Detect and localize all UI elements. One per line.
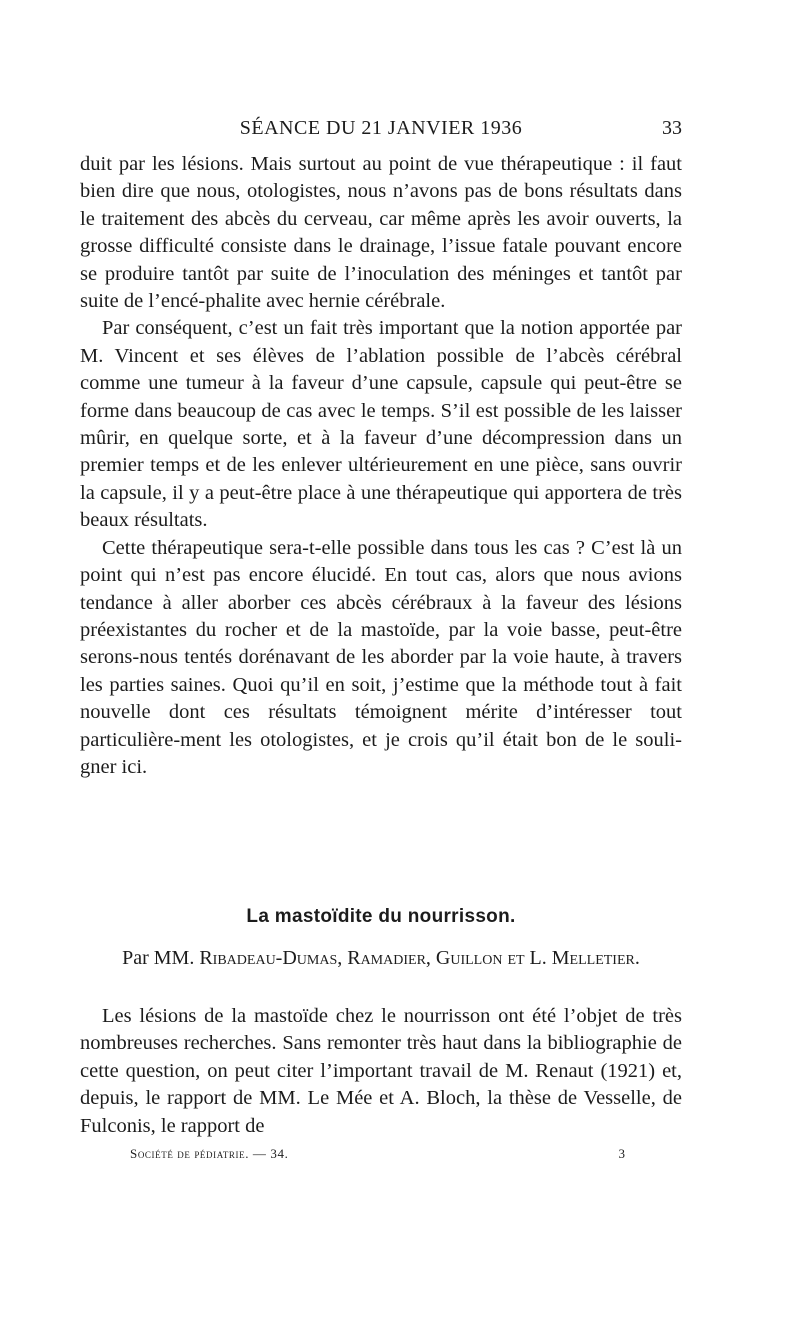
running-header — [80, 116, 682, 140]
page-footer — [130, 1144, 625, 1164]
gathering-mark: 3 — [618, 1146, 625, 1161]
byline-prefix: Par MM. — [122, 947, 195, 969]
paragraph: Cette thérapeutique sera-t-elle possible dans tous les cas ? C’est là un point qui n’est pas encore élucidé. En tout cas, alors que nous avions tendance à aller aborber ces abcès cérébraux à la faveur des lésions préexistantes du rocher et de la mastoïde, par la voie basse, peut-être serons-nous tentés dorénavant de les aborder par la voie haute, à travers les parties saines. Quoi qu’il en soit, j’estime que la méthode tout à fait nouvelle dont ces résultats témoignent mérite d’intéresser tout particulière-ment les otologistes, et je crois qu’il était bon de le souli-gner ici. — [80, 536, 682, 778]
article-body — [80, 1003, 682, 1140]
running-title: SÉANCE DU 21 JANVIER 1936 — [239, 117, 523, 139]
page-number: 33 — [662, 117, 682, 139]
article-title: La mastoïdite du nourrisson. — [246, 906, 516, 927]
byline — [80, 945, 682, 971]
journal-signature: Société de pédiatrie. — 34. — [130, 1146, 289, 1161]
continuation-text — [80, 151, 682, 781]
paragraph: Les lésions de la mastoïde chez le nourrisson ont été l’objet de très nombreuses recherches. Sans remonter très haut dans la bibliographie de cette question, on peut citer l’important travail de M. Renaut (1921) et, depuis, le rapport de MM. Le Mée et A. Bloch, la thèse de Vesselle, de Fulconis, le rapport de — [80, 1005, 682, 1137]
paragraph: duit par les lésions. Mais surtout au point de vue thérapeutique : il faut bien dire que nous, otologistes, nous n’avons pas de bons résultats dans le traitement des abcès du cerveau, car même après les avoir ouverts, la grosse difficulté consiste dans le drainage, l’issue fatale pouvant encore se produire tantôt par suite de l’inoculation des méninges et tantôt par suite de l’encé-phalite avec hernie cérébrale. — [80, 153, 682, 313]
byline-authors: Ribadeau-Dumas, Ramadier, Guillon et L. Melletier. — [199, 947, 640, 969]
paragraph: Par conséquent, c’est un fait très important que la notion apportée par M. Vincent et ses élèves de l’ablation possible de l’abcès cérébral comme une tumeur à la faveur d’une capsule, capsule qui peut-être se forme dans beaucoup de cas avec le temps. S’il est possible de les laisser mûrir, en quelque sorte, et à la faveur d’une décompression dans un premier temps et de les enlever ultérieurement en une pièce, sans ouvrir la capsule, il y a peut-être place à une thérapeutique qui apportera de très beaux résultats. — [80, 317, 682, 532]
